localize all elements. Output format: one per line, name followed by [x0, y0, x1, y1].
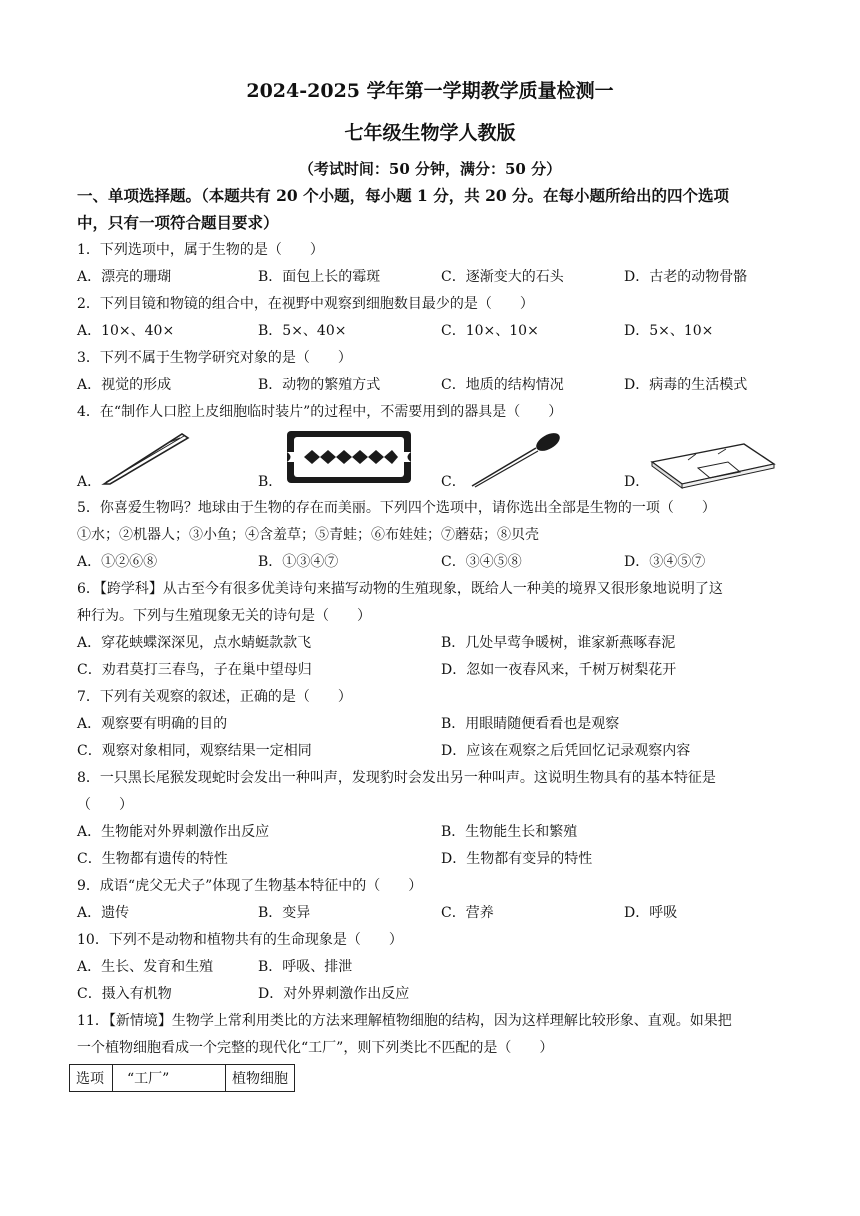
- option-b: B．5×、40×: [258, 323, 347, 339]
- question-stem: 9．成语“虎父无犬子”体现了生物基本特征中的（ ）: [77, 878, 423, 894]
- option-d: D．古老的动物骨骼: [624, 269, 748, 285]
- option-a: A．漂亮的珊瑚: [77, 269, 172, 285]
- dropper-icon: [468, 430, 568, 490]
- option-c: C．生物都有遗传的特性: [77, 851, 228, 867]
- question-stem-cont: 一个植物细胞看成一个完整的现代化“工厂”，则下列类比不匹配的是（ ）: [77, 1040, 554, 1056]
- glass-slide-icon: [648, 440, 778, 490]
- option-d: D．呼吸: [624, 905, 678, 921]
- question-stem: 4．在“制作人口腔上皮细胞临时装片”的过程中，不需要用到的器具是（ ）: [77, 404, 563, 420]
- question-stem: 10．下列不是动物和植物共有的生命现象是（ ）: [77, 932, 403, 948]
- option-c: C．营养: [441, 905, 494, 921]
- page-subtitle: 七年级生物学人教版: [344, 122, 516, 144]
- question-stem: 5．你喜爱生物吗？地球由于生物的存在而美丽。下列四个选项中，请你选出全部是生物的一项（ ）: [77, 500, 716, 516]
- option-b: B．呼吸、排泄: [258, 959, 353, 975]
- option-c: C．地质的结构情况: [441, 377, 564, 393]
- option-b: B．变异: [258, 905, 311, 921]
- option-d: D．忽如一夜春风来，千树万树梨花开: [441, 662, 677, 678]
- option-b: B．生物能生长和繁殖: [441, 824, 578, 840]
- option-c: C．摄入有机物: [77, 986, 172, 1002]
- option-d: D．应该在观察之后凭回忆记录观察内容: [441, 743, 691, 759]
- table-header-cell: 植物细胞: [226, 1065, 295, 1092]
- option-b: B．面包上长的霉斑: [258, 269, 381, 285]
- option-c: C．观察对象相同，观察结果一定相同: [77, 743, 312, 759]
- option-b: B．: [258, 474, 283, 490]
- option-b: B．①③④⑦: [258, 554, 339, 570]
- option-a: A．10×、40×: [77, 323, 175, 339]
- option-d: D．5×、10×: [624, 323, 714, 339]
- question-stem: 3．下列不属于生物学研究对象的是（ ）: [77, 350, 352, 366]
- option-c: C．③④⑤⑧: [441, 554, 522, 570]
- question-stem-cont: （ ）: [77, 797, 133, 813]
- option-a: A．视觉的形成: [77, 377, 172, 393]
- question-stem: 7．下列有关观察的叙述，正确的是（ ）: [77, 689, 352, 705]
- section-heading: 一、单项选择题。（本题共有 20 个小题，每小题 1 分，共 20 分。在每小题所给出的四个选项: [77, 186, 730, 205]
- option-b: B．动物的繁殖方式: [258, 377, 381, 393]
- question-stem: 8．一只黑长尾猴发现蛇时会发出一种叫声，发现豹时会发出另一种叫声。这说明生物具有的基本特征是: [77, 770, 716, 786]
- item-list: ①水；②机器人；③小鱼；④含羞草；⑤青蛙；⑥布娃娃；⑦蘑菇；⑧贝壳: [77, 527, 539, 543]
- question-stem: 2．下列目镜和物镜的组合中，在视野中观察到细胞数目最少的是（ ）: [77, 296, 534, 312]
- option-a: A．遗传: [77, 905, 130, 921]
- option-a: A．观察要有明确的目的: [77, 716, 228, 732]
- question-stem: 6．【跨学科】从古至今有很多优美诗句来描写动物的生殖现象，既给人一种美的境界又很形象地说明了这: [77, 581, 723, 597]
- analogy-table: [69, 1064, 295, 1092]
- question-stem: 1．下列选项中，属于生物的是（ ）: [77, 242, 324, 258]
- option-b: B．几处早莺争暖树，谁家新燕啄春泥: [441, 635, 676, 651]
- question-stem: 11．【新情境】生物学上常利用类比的方法来理解植物细胞的结构，因为这样理解比较形象、直观。如果把: [77, 1013, 732, 1029]
- option-d: D．: [624, 474, 650, 490]
- section-heading-cont: 中，只有一项符合题目要求）: [77, 213, 279, 232]
- exam-info: （考试时间：50 分钟，满分：50 分）: [298, 160, 562, 178]
- table-header-cell: 选项: [70, 1065, 113, 1092]
- table-header-row: [70, 1065, 295, 1092]
- option-a: A．穿花蛱蝶深深见，点水蜻蜓款款飞: [77, 635, 312, 651]
- option-c: C．劝君莫打三春鸟，子在巢中望母归: [77, 662, 312, 678]
- option-c: C．逐渐变大的石头: [441, 269, 564, 285]
- option-a: A．: [77, 474, 102, 490]
- option-d: D．对外界刺激作出反应: [258, 986, 410, 1002]
- page-title: 2024-2025 学年第一学期教学质量检测一: [246, 80, 614, 102]
- razor-blade-icon: [284, 428, 414, 486]
- option-b: B．用眼睛随便看看也是观察: [441, 716, 620, 732]
- option-c: C．: [441, 474, 466, 490]
- option-a: A．生物能对外界刺激作出反应: [77, 824, 270, 840]
- option-d: D．病毒的生活模式: [624, 377, 748, 393]
- option-a: A．生长、发育和生殖: [77, 959, 214, 975]
- tweezers-icon: [100, 428, 192, 488]
- table-header-cell: “工厂”: [113, 1065, 226, 1092]
- option-d: D．生物都有变异的特性: [441, 851, 593, 867]
- option-d: D．③④⑤⑦: [624, 554, 706, 570]
- question-stem-cont: 种行为。下列与生殖现象无关的诗句是（ ）: [77, 608, 371, 624]
- option-c: C．10×、10×: [441, 323, 539, 339]
- option-a: A．①②⑥⑧: [77, 554, 158, 570]
